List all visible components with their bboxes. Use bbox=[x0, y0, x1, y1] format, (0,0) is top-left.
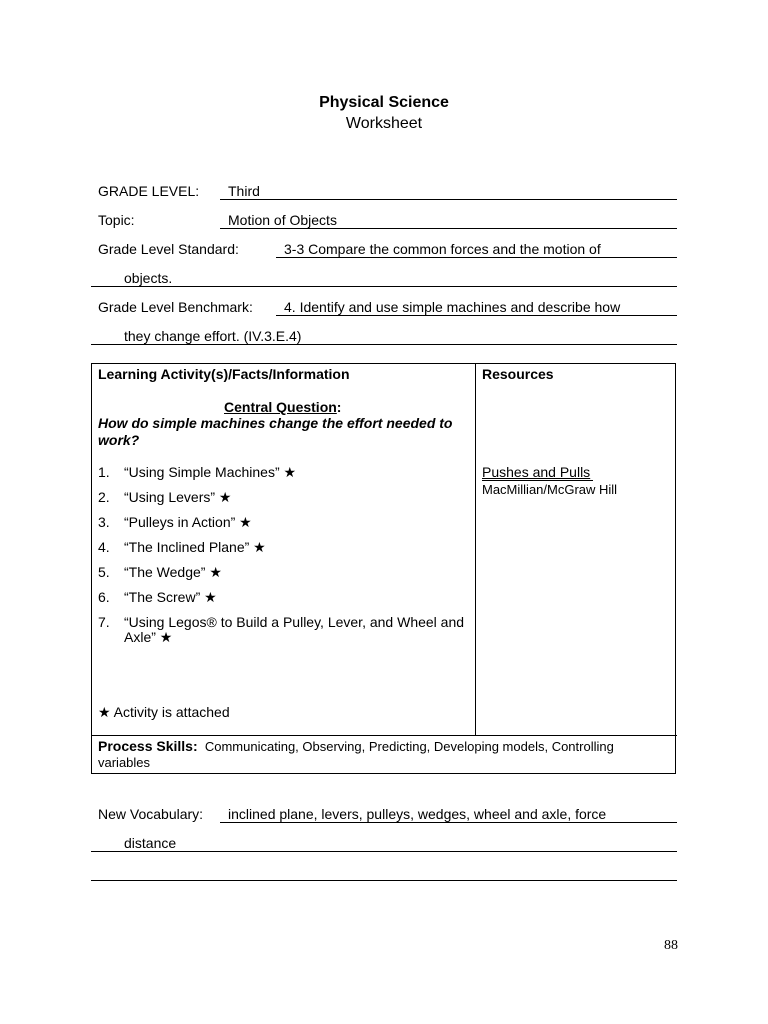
activity-list-item bbox=[98, 590, 468, 605]
activity-text: “Using Legos® to Build a Pulley, Lever, and Wheel and Axle” ★ bbox=[124, 614, 465, 645]
central-question-colon: : bbox=[336, 399, 342, 415]
vocabulary-value: inclined plane, levers, pulleys, wedges, wheel and axle, force bbox=[228, 806, 607, 822]
central-question-label: Central Question bbox=[224, 399, 337, 415]
benchmark-continuation: they change effort. (IV.3.E.4) bbox=[124, 328, 302, 344]
activity-list-item bbox=[98, 565, 468, 580]
vocabulary-label: New Vocabulary: bbox=[98, 806, 204, 822]
activity-number: 5. bbox=[98, 564, 110, 580]
benchmark-underline bbox=[276, 315, 677, 316]
benchmark-continuation-underline bbox=[91, 344, 677, 345]
resources-header: Resources bbox=[482, 366, 554, 382]
process-skills-label: Process Skills: bbox=[98, 738, 198, 754]
standard-continuation: objects. bbox=[124, 270, 173, 286]
grade-level-label: GRADE LEVEL: bbox=[98, 183, 200, 199]
page-number: 88 bbox=[664, 938, 678, 953]
topic-value: Motion of Objects bbox=[228, 212, 337, 228]
central-question-text: How do simple machines change the effort needed to work? bbox=[98, 415, 453, 448]
resource-publisher: MacMillian/McGraw Hill bbox=[482, 482, 618, 497]
attached-note: ★ Activity is attached bbox=[98, 704, 230, 720]
topic-underline bbox=[220, 228, 677, 229]
activity-text: “Using Levers” ★ bbox=[124, 489, 232, 505]
resource-title: Pushes and Pulls bbox=[482, 464, 591, 480]
activity-list-item bbox=[98, 465, 468, 480]
activity-text: “Pulleys in Action” ★ bbox=[124, 514, 252, 530]
activity-text: “The Inclined Plane” ★ bbox=[124, 539, 266, 555]
standard-continuation-underline bbox=[91, 286, 677, 287]
benchmark-label: Grade Level Benchmark: bbox=[98, 299, 253, 315]
vocabulary-continuation-underline bbox=[91, 851, 677, 852]
process-skills-text: Communicating, Observing, Predicting, Developing models, Controlling variables bbox=[98, 739, 614, 770]
vocabulary-continuation: distance bbox=[124, 835, 177, 851]
standard-label: Grade Level Standard: bbox=[98, 241, 239, 257]
activity-list-item bbox=[98, 615, 468, 645]
process-skills bbox=[98, 738, 658, 771]
activity-number: 7. bbox=[98, 614, 110, 630]
standard-value: 3-3 Compare the common forces and the motion of bbox=[284, 241, 601, 257]
blank-answer-line bbox=[91, 880, 677, 881]
activity-list-item bbox=[98, 515, 468, 530]
activity-number: 4. bbox=[98, 539, 110, 555]
activity-text: “The Screw” ★ bbox=[124, 589, 217, 605]
activity-number: 3. bbox=[98, 514, 110, 530]
resource-title-underline bbox=[482, 480, 593, 481]
standard-underline bbox=[276, 257, 677, 258]
grade-level-value: Third bbox=[228, 183, 260, 199]
activity-number: 6. bbox=[98, 589, 110, 605]
activity-number: 2. bbox=[98, 489, 110, 505]
page-subtitle: Worksheet bbox=[345, 115, 423, 132]
table-column-divider bbox=[475, 363, 476, 736]
table-row-divider bbox=[91, 735, 677, 736]
grade-level-underline bbox=[220, 199, 677, 200]
benchmark-value: 4. Identify and use simple machines and describe how bbox=[284, 299, 621, 315]
activity-text: “The Wedge” ★ bbox=[124, 564, 222, 580]
vocabulary-underline bbox=[220, 822, 677, 823]
activity-list-item bbox=[98, 540, 468, 555]
topic-label: Topic: bbox=[98, 212, 135, 228]
activity-text: “Using Simple Machines” ★ bbox=[124, 464, 297, 480]
activity-number: 1. bbox=[98, 464, 110, 480]
page-title: Physical Science bbox=[319, 94, 449, 111]
activities-header: Learning Activity(s)/Facts/Information bbox=[98, 366, 350, 382]
activity-list-item bbox=[98, 490, 468, 505]
